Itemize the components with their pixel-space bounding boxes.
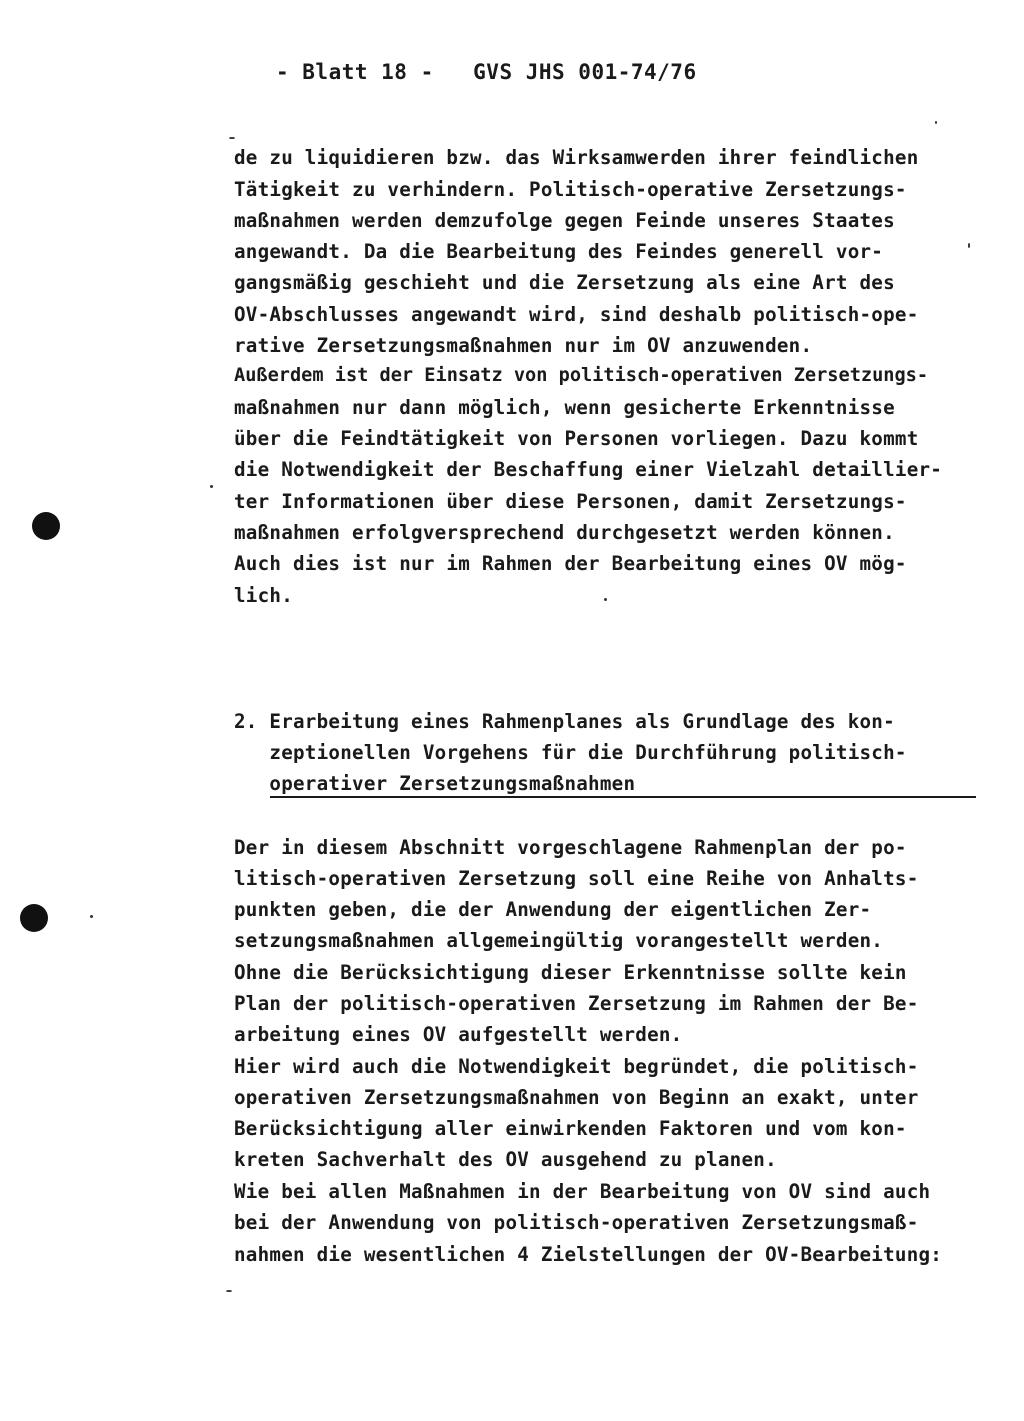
- paragraph2-line: punkten geben, die der Anwendung der eigentlichen Zer-: [234, 898, 872, 921]
- scan-speck: [229, 137, 235, 139]
- paragraph2-line: Wie bei allen Maßnahmen in der Bearbeitung von OV sind auch: [234, 1180, 931, 1203]
- paragraph2-line: bei der Anwendung von politisch-operativen Zersetzungsmaß-: [234, 1211, 919, 1234]
- section-heading-line: zeptionellen Vorgehens für die Durchführung politisch-: [234, 741, 907, 764]
- paragraph1-line: lich.: [234, 584, 294, 607]
- paragraph1-line: Außerdem ist der Einsatz von politisch-operativen Zersetzungs-: [234, 365, 929, 386]
- paragraph1-line: angewandt. Da die Bearbeitung des Feindes generell vor-: [234, 240, 884, 263]
- page-header: [276, 60, 697, 84]
- paragraph1-line: maßnahmen nur dann möglich, wenn gesicherte Erkenntnisse: [234, 396, 895, 419]
- paragraph1-line: maßnahmen werden demzufolge gegen Feinde unseres Staates: [234, 209, 895, 232]
- paragraph1-line: ter Informationen über diese Personen, damit Zersetzungs-: [234, 490, 907, 513]
- section-heading-line: 2. Erarbeitung eines Rahmenplanes als Grundlage des kon-: [234, 710, 895, 733]
- paragraph2-line: Berücksichtigung aller einwirkenden Faktoren und vom kon-: [234, 1117, 907, 1140]
- punch-hole-upper: [32, 512, 60, 540]
- paragraph1-line: gangsmäßig geschieht und die Zersetzung als eine Art des: [234, 271, 895, 294]
- scan-speck: [604, 598, 607, 601]
- paragraph2-line: Der in diesem Abschnitt vorgeschlagene Rahmenplan der po-: [234, 836, 907, 859]
- paragraph2-line: nahmen die wesentlichen 4 Zielstellungen der OV-Bearbeitung:: [234, 1243, 943, 1266]
- paragraph2-line: Hier wird auch die Notwendigkeit begründet, die politisch-: [234, 1055, 919, 1078]
- paragraph2-line: operativen Zersetzungsmaßnahmen von Beginn an exakt, unter: [234, 1086, 919, 1109]
- paragraph1-line: Auch dies ist nur im Rahmen der Bearbeitung eines OV mög-: [234, 552, 907, 575]
- scan-speck: [90, 915, 93, 918]
- paragraph1-line: maßnahmen erfolgversprechend durchgesetzt werden können.: [234, 521, 895, 544]
- punch-hole-lower: [20, 904, 48, 932]
- paragraph2-line: Plan der politisch-operativen Zersetzung im Rahmen der Be-: [234, 992, 919, 1015]
- paragraph2-line: setzungsmaßnahmen allgemeingültig vorangestellt werden.: [234, 929, 884, 952]
- paragraph1-line: die Notwendigkeit der Beschaffung einer Vielzahl detaillier-: [234, 458, 943, 481]
- heading-underline: [270, 796, 976, 798]
- scan-speck: [968, 243, 970, 248]
- document-reference: GVS JHS 001-74/76: [473, 60, 697, 84]
- paragraph1-line: Tätigkeit zu verhindern. Politisch-operative Zersetzungs-: [234, 178, 907, 201]
- paragraph1-line: OV-Abschlusses angewandt wird, sind deshalb politisch-ope-: [234, 303, 919, 326]
- paragraph2-line: litisch-operativen Zersetzung soll eine Reihe von Anhalts-: [234, 867, 919, 890]
- paragraph1-line: de zu liquidieren bzw. das Wirksamwerden ihrer feindlichen: [234, 146, 919, 169]
- paragraph1-line: über die Feindtätigkeit von Personen vorliegen. Dazu kommt: [234, 427, 919, 450]
- scan-speck: [210, 485, 213, 488]
- scan-speck: [226, 1290, 232, 1292]
- paragraph1-line: rative Zersetzungsmaßnahmen nur im OV anzuwenden.: [234, 334, 813, 357]
- page-label: - Blatt 18 -: [276, 60, 434, 84]
- paragraph2-line: kreten Sachverhalt des OV ausgehend zu planen.: [234, 1148, 777, 1171]
- section-heading-line: operativer Zersetzungsmaßnahmen: [234, 772, 636, 795]
- paragraph2-line: Ohne die Berücksichtigung dieser Erkenntnisse sollte kein: [234, 961, 907, 984]
- scan-speck: [935, 121, 937, 124]
- paragraph2-line: arbeitung eines OV aufgestellt werden.: [234, 1023, 683, 1046]
